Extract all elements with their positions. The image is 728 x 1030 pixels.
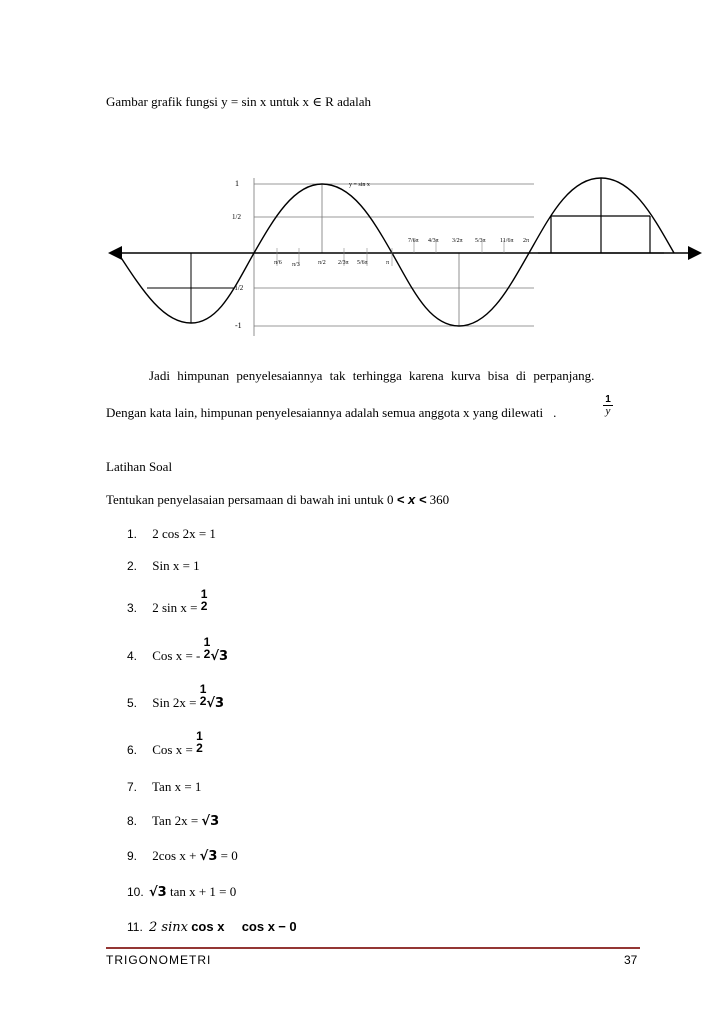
right-construction [538,178,664,253]
exercise-item: 11. 2 sinx cos x cos x − 0 [127,919,297,935]
conclusion-line-1: Jadi himpunan penyelesaiannya tak terhingga karena kurva bisa di perpanjang. [149,368,595,383]
footer-title: TRIGONOMETRI [106,953,212,967]
exercise-item: 10. √3 tan x + 1 = 0 [127,884,237,900]
x-label-2pi3: 2/3π [338,260,349,266]
footer-rule [106,947,640,949]
x-label-pi6: π/6 [274,260,282,266]
fraction-one-over-y: $\frac{1}{y}$ [603,394,613,417]
exercise-item: 8. Tan 2x = √3 [127,813,220,829]
exercise-item: 3. 2 sin x = 1 2 [127,587,208,615]
fraction-half: 1 2 [196,729,203,755]
sine-curve [118,178,674,326]
intro-text [106,94,371,110]
arrow-left-icon [108,246,122,260]
y-label-neg-half: -1/2 [232,284,244,292]
y-label-neg-1: -1 [235,321,242,330]
left-construction [147,253,234,323]
sqrt-three: √3 [199,849,218,864]
intro-text-before: Gambar grafik fungsi y = sin x untuk x [106,94,310,109]
instruction-text: Tentukan penyelasaian persamaan di bawah ini untuk 0 < x < 360 [106,492,450,507]
section-title: Latihan Soal [106,459,173,474]
x-label-5pi3: 5/3π [475,238,486,244]
element-of-symbol: ∈ [312,94,322,109]
exercise-item: 9. 2cos x + √3 = 0 [127,848,238,864]
sqrt-three: √3 [149,885,167,900]
page-number: 37 [624,953,638,967]
x-label-7pi6: 7/6π [408,238,419,244]
fraction-half: 1 2 [200,587,208,613]
intro-text-after: R adalah [325,94,371,109]
sine-graph [104,168,704,348]
exercise-item: 2. Sin x = 1 [127,558,200,573]
y-label-1: 1 [235,179,239,188]
x-label-4pi3: 4/3π [428,238,439,244]
x-label-pi3: π/3 [292,262,300,268]
fraction-half: 1 2 [203,635,211,661]
x-label-11pi6: 11/6π [500,238,514,244]
x-label-pi: π [386,260,390,266]
sqrt-three: √3 [201,814,220,829]
x-label-pi2: π/2 [318,260,326,266]
x-label-5pi6: 5/6π [357,260,368,266]
fraction-half: 1 2 [199,682,207,708]
y-label-half: 1/2 [232,213,241,221]
x-label-2pi: 2π [523,238,530,244]
exercise-item: 7. Tan x = 1 [127,779,202,794]
curve-label: y = sin x [349,182,370,188]
sqrt-three: √3 [210,649,229,664]
conclusion-line-2: Dengan kata lain, himpunan penyelesaiannya adalah semua anggota x yang dilewati . [106,405,557,420]
exercise-item: 4. Cos x = - 1 2 √3 [127,635,229,664]
exercise-item: 6. Cos x = 1 2 [127,729,203,757]
exercise-item: 5. Sin 2x = 1 2 √3 [127,682,225,711]
exercise-item: 1. 2 cos 2x = 1 [127,526,216,541]
inequality: < x < [396,492,427,507]
sqrt-three: √3 [206,696,225,711]
arrow-right-icon [688,246,702,260]
x-label-3pi2: 3/2π [452,238,463,244]
